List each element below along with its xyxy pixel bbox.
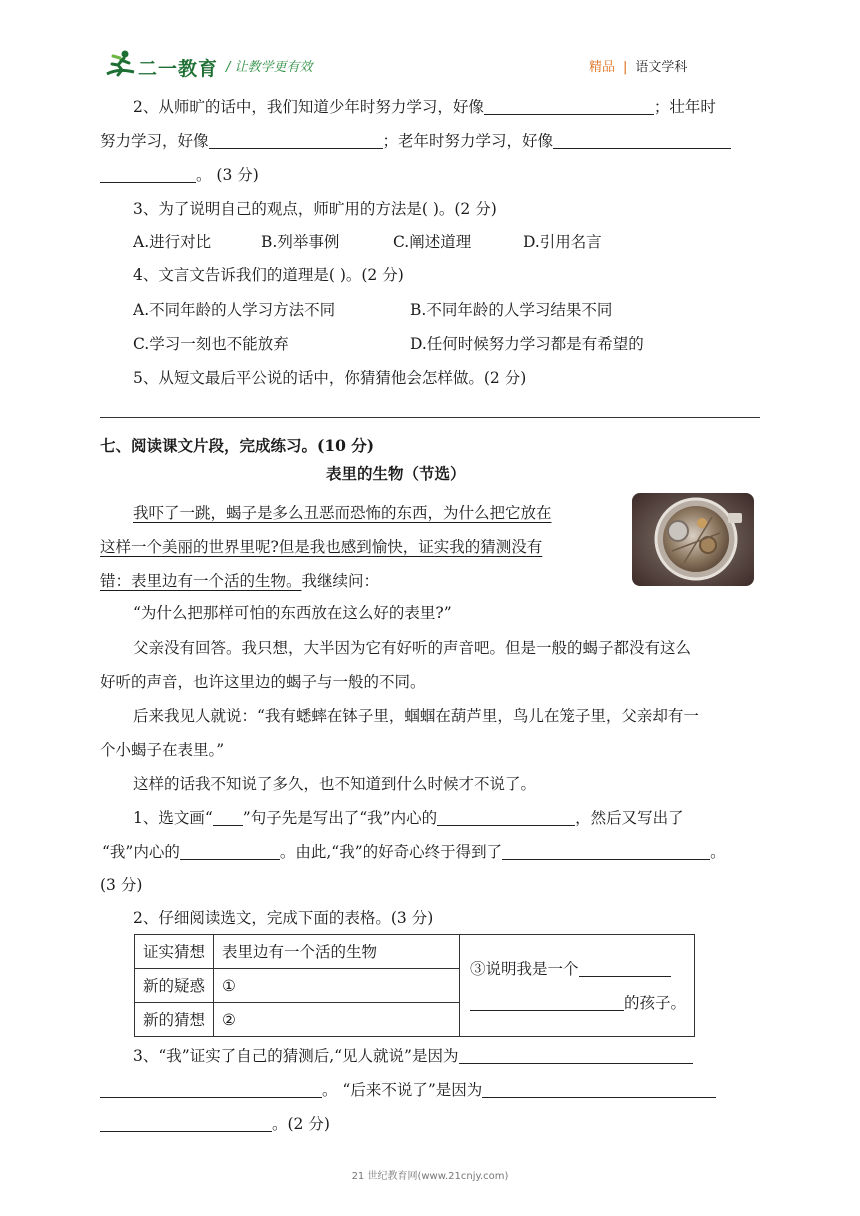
q2-line3 — [100, 165, 259, 185]
underline-sample — [213, 809, 243, 826]
q2-text-c: 努力学习，好像 — [100, 132, 209, 150]
q3-stem: 3、为了说明自己的观点，师旷用的方法是( )。(2 分) — [133, 200, 497, 218]
s3-text-b: 。 “后来不说了”是因为 — [322, 1081, 483, 1099]
s3-text-a: 3、“我”证实了自己的猜测后,“见人就说”是因为 — [133, 1047, 459, 1065]
answer-blank[interactable] — [484, 98, 654, 115]
divider: | — [623, 60, 628, 75]
s1-text-a: 1、选文画“ — [133, 809, 213, 827]
quality-label: 精品 — [589, 60, 616, 75]
q2-text-a: 2、从师旷的话中，我们知道少年时努力学习，好像 — [133, 98, 484, 116]
s1-line1 — [133, 808, 684, 828]
table-row — [135, 935, 695, 969]
passage-title: 表里的生物（节选） — [326, 464, 466, 483]
q5-stem: 5、从短文最后平公说的话中，你猜猜他会怎样做。(2 分) — [133, 369, 527, 387]
row-label: 新的猜想 — [135, 1003, 214, 1037]
answer-blank[interactable] — [100, 1115, 272, 1132]
answer-blank[interactable] — [459, 1047, 693, 1064]
slogan: / 让教学更有效 — [226, 60, 313, 75]
answer-blank[interactable] — [482, 1081, 716, 1098]
q4-stem: 4、文言文告诉我们的道理是( )。(2 分) — [133, 266, 404, 284]
q2-line1 — [133, 97, 716, 117]
answer-blank[interactable] — [100, 1081, 322, 1098]
row-label: 新的疑惑 — [135, 969, 214, 1003]
q3-option-d[interactable]: D.引用名言 — [523, 233, 602, 251]
s2-stem: 2、仔细阅读选文，完成下面的表格。(3 分) — [133, 909, 434, 927]
answer-table — [134, 934, 695, 1037]
logo — [104, 48, 222, 82]
s3-line1 — [133, 1046, 693, 1066]
q4-option-c[interactable]: C.学习一刻也不能放弃 — [133, 335, 289, 353]
s1-line2 — [102, 842, 726, 862]
passage-p5: 这样的话我不知说了多久，也不知道到什么时候才不说了。 — [133, 775, 537, 793]
answer-blank[interactable] — [553, 132, 731, 149]
row-value[interactable]: ② — [214, 1003, 460, 1037]
q2-line2 — [100, 131, 731, 151]
s1-text-f: 。 — [710, 843, 726, 861]
s1-text-d: “我”内心的 — [102, 843, 180, 861]
answer-blank[interactable] — [502, 843, 710, 860]
s1-text-e: 。由此,“我”的好奇心终于得到了 — [279, 843, 503, 861]
side-cell — [460, 935, 695, 1037]
underlined-text: 这样一个美丽的世界里呢?但是我也感到愉快，证实我的猜测没有 — [100, 538, 543, 556]
passage-p3-line1: 父亲没有回答。我只想，大半因为它有好听的声音吧。但是一般的蝎子都没有这么 — [133, 639, 692, 657]
logo-text: 二一教育 — [138, 58, 219, 80]
s3-line3 — [100, 1114, 330, 1134]
section-7-heading: 七、阅读课文片段，完成练习。(10 分) — [100, 436, 375, 455]
subject-label: 语文学科 — [635, 60, 688, 75]
q4-option-b[interactable]: B.不同年龄的人学习结果不同 — [410, 301, 613, 319]
passage-p4-line2: 个小蝎子在表里。” — [100, 741, 225, 759]
q2-text-e: 。 (3 分) — [196, 166, 259, 184]
plain-text: 我继续问： — [301, 572, 380, 590]
passage-p2: “为什么把那样可怕的东西放在这么好的表里?” — [133, 604, 452, 622]
underlined-text: 我吓了一跳，蝎子是多么丑恶而恐怖的东西，为什么把它放在 — [133, 504, 552, 522]
answer-blank[interactable] — [437, 809, 575, 826]
q4-option-d[interactable]: D.任何时候努力学习都是有希望的 — [410, 335, 644, 353]
side-text-a: ③说明我是一个 — [470, 959, 579, 978]
row-value: 表里边有一个活的生物 — [214, 935, 460, 969]
q2-text-b: ；壮年时 — [653, 98, 716, 116]
answer-blank[interactable] — [100, 166, 196, 183]
s3-text-c: 。(2 分) — [272, 1115, 330, 1133]
header-right — [589, 56, 687, 75]
q3-option-b[interactable]: B.列举事例 — [261, 233, 340, 251]
side-text-b: 的孩子。 — [624, 993, 687, 1012]
passage-p4-line1: 后来我见人就说：“我有蟋蟀在钵子里，蝈蝈在葫芦里，鸟儿在笼子里，父亲却有一 — [133, 707, 699, 725]
page-footer: 21 世纪教育网(www.21cnjy.com) — [351, 1171, 509, 1182]
s3-line2 — [100, 1080, 716, 1100]
passage-p1-line3 — [100, 571, 379, 591]
q2-text-d: ；老年时努力学习，好像 — [382, 132, 554, 150]
passage-p3-line2: 好听的声音，也许这里边的蝎子与一般的不同。 — [100, 673, 426, 691]
answer-blank[interactable] — [180, 843, 280, 860]
answer-blank[interactable] — [579, 960, 671, 977]
s1-text-b: ”句子先是写出了“我”内心的 — [242, 809, 438, 827]
q4-option-a[interactable]: A.不同年龄的人学习方法不同 — [133, 301, 336, 319]
s1-line3: (3 分) — [100, 876, 143, 894]
page-header — [0, 44, 860, 84]
q3-option-c[interactable]: C.阐述道理 — [393, 233, 472, 251]
runner-logo-icon — [104, 48, 138, 80]
watch-photo — [632, 493, 754, 586]
s1-text-c: ，然后又写出了 — [575, 809, 684, 827]
row-label: 证实猜想 — [135, 935, 214, 969]
passage-p1-line1 — [133, 503, 552, 523]
answer-blank[interactable] — [470, 994, 624, 1011]
answer-line[interactable] — [100, 417, 760, 418]
answer-blank[interactable] — [209, 132, 383, 149]
underlined-text: 错：表里边有一个活的生物。 — [100, 572, 302, 590]
passage-p1-line2 — [100, 537, 542, 557]
row-value[interactable]: ① — [214, 969, 460, 1003]
q3-option-a[interactable]: A.进行对比 — [133, 233, 212, 251]
